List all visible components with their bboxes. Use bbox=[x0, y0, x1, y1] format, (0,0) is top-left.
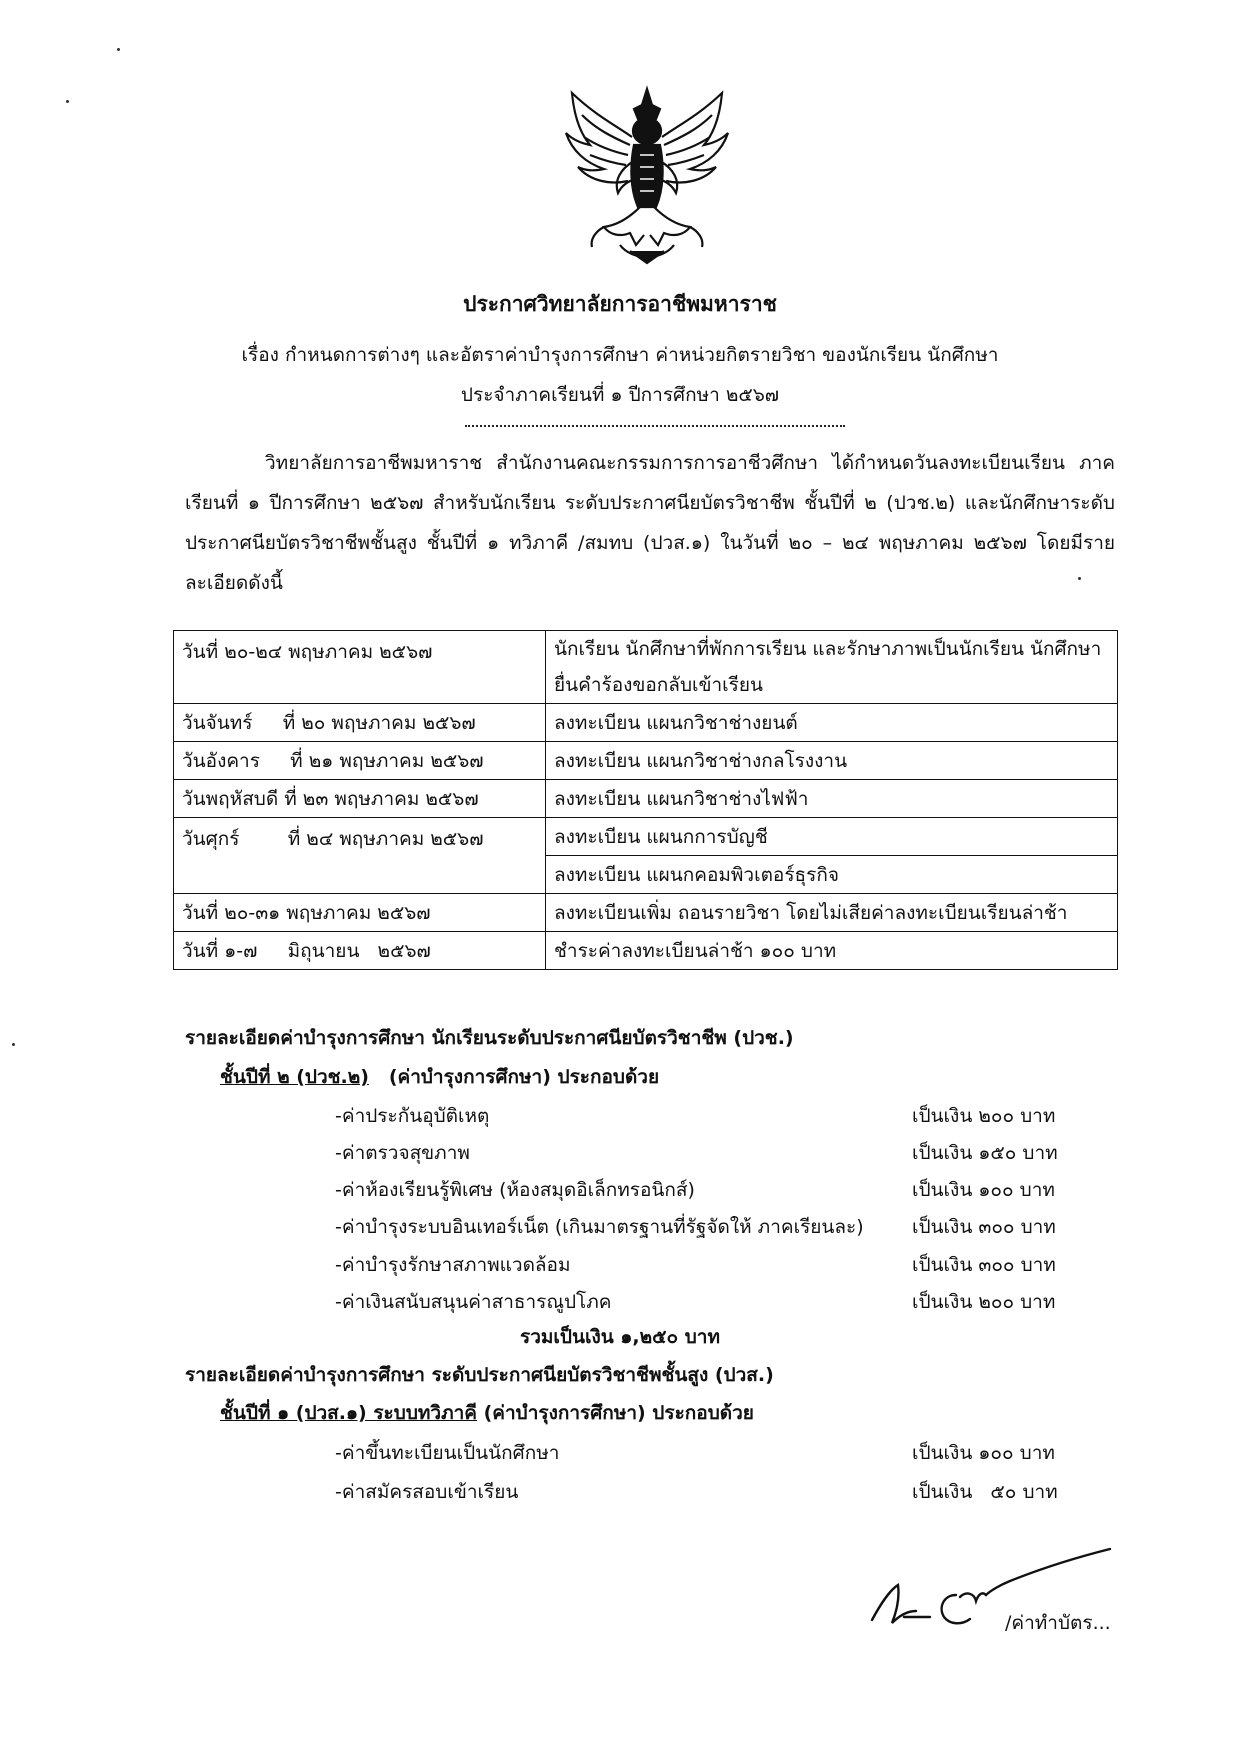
fee-item-name: -ค่าขึ้นทะเบียนเป็นนักศึกษา bbox=[335, 1442, 560, 1464]
fee-item-amount: เป็นเงิน ๑๕๐ บาท bbox=[912, 1142, 1058, 1164]
fee-item-amount: เป็นเงิน ๒๐๐ บาท bbox=[912, 1105, 1056, 1127]
pvs-fee-heading: รายละเอียดค่าบำรุงการศึกษา ระดับประกาศนียบัตรวิชาชีพชั้นสูง (ปวส.) bbox=[185, 1364, 774, 1386]
dotted-divider bbox=[465, 425, 845, 427]
table-row bbox=[174, 818, 1118, 856]
schedule-date: วันที่ ๒๐-๒๔ พฤษภาคม ๒๕๖๗ bbox=[174, 631, 546, 704]
fee-item-name: -ค่าประกันอุบัติเหตุ bbox=[335, 1105, 490, 1127]
pvc-subheading-rest: (ค่าบำรุงการศึกษา) ประกอบด้วย bbox=[368, 1066, 660, 1088]
fee-item-name: -ค่าเงินสนับสนุนค่าสาธารณูปโภค bbox=[335, 1291, 612, 1313]
continued-marker: /ค่าทำบัตร... bbox=[1005, 1612, 1111, 1634]
schedule-date: วันพฤหัสบดี ที่ ๒๓ พฤษภาคม ๒๕๖๗ bbox=[174, 780, 546, 818]
scan-speck bbox=[66, 100, 69, 103]
schedule-date: วันจันทร์ ที่ ๒๐ พฤษภาคม ๒๕๖๗ bbox=[174, 704, 546, 742]
fee-item-amount: เป็นเงิน ๑๐๐ บาท bbox=[912, 1179, 1055, 1201]
fee-item-amount: เป็นเงิน ๒๐๐ บาท bbox=[912, 1291, 1056, 1313]
fee-item-amount: เป็นเงิน ๑๐๐ บาท bbox=[912, 1442, 1055, 1464]
pvc-total: รวมเป็นเงิน ๑,๒๕๐ บาท bbox=[520, 1326, 720, 1348]
garuda-emblem-icon bbox=[560, 85, 735, 265]
pvs-year-label: ชั้นปีที่ ๑ (ปวส.๑) ระบบทวิภาคี bbox=[220, 1402, 477, 1424]
table-row bbox=[174, 631, 1118, 704]
fee-item-name: -ค่าบำรุงระบบอินเทอร์เน็ต (เกินมาตรฐานที่รัฐจัดให้ ภาคเรียนละ) bbox=[335, 1216, 864, 1238]
announcement-term: ประจำภาคเรียนที่ ๑ ปีการศึกษา ๒๕๖๗ bbox=[460, 384, 780, 406]
scan-speck bbox=[117, 48, 120, 51]
pvs-subheading bbox=[220, 1398, 754, 1428]
fee-item-amount: เป็นเงิน ๕๐ บาท bbox=[912, 1481, 1058, 1503]
schedule-detail: นักเรียน นักศึกษาที่พักการเรียน และรักษาภาพเป็นนักเรียน นักศึกษา ยื่นคำร้องขอกลับเข้าเรียน bbox=[546, 631, 1118, 704]
schedule-detail: ลงทะเบียน แผนกการบัญชี bbox=[546, 818, 1118, 856]
table-row bbox=[174, 932, 1118, 970]
schedule-date: วันศุกร์ ที่ ๒๔ พฤษภาคม ๒๕๖๗ bbox=[174, 818, 546, 894]
pvc-year-label: ชั้นปีที่ ๒ (ปวช.๒) bbox=[220, 1066, 369, 1088]
scan-speck bbox=[1078, 577, 1081, 580]
fee-item-amount: เป็นเงิน ๓๐๐ บาท bbox=[912, 1216, 1056, 1238]
pvc-subheading bbox=[220, 1062, 659, 1092]
table-row bbox=[174, 704, 1118, 742]
schedule-date: วันที่ ๒๐-๓๑ พฤษภาคม ๒๕๖๗ bbox=[174, 894, 546, 932]
scan-speck bbox=[12, 1043, 15, 1046]
fee-item-name: -ค่าสมัครสอบเข้าเรียน bbox=[335, 1481, 519, 1503]
fee-item-name: -ค่าห้องเรียนรู้พิเศษ (ห้องสมุดอิเล็กทรอนิกส์) bbox=[335, 1179, 695, 1201]
schedule-detail: ลงทะเบียน แผนกคอมพิวเตอร์ธุรกิจ bbox=[546, 856, 1118, 894]
schedule-detail: ลงทะเบียน แผนกวิชาช่างไฟฟ้า bbox=[546, 780, 1118, 818]
schedule-detail: ลงทะเบียน แผนกวิชาช่างกลโรงงาน bbox=[546, 742, 1118, 780]
fee-item-name: -ค่าบำรุงรักษาสภาพแวดล้อม bbox=[335, 1254, 571, 1276]
intro-paragraph bbox=[185, 443, 1115, 603]
schedule-detail: ลงทะเบียนเพิ่ม ถอนรายวิชา โดยไม่เสียค่าลงทะเบียนเรียนล่าช้า bbox=[546, 894, 1118, 932]
schedule-detail: ชำระค่าลงทะเบียนล่าช้า ๑๐๐ บาท bbox=[546, 932, 1118, 970]
intro-text: วิทยาลัยการอาชีพมหาราช สำนักงานคณะกรรมการการอาชีวศึกษา ได้กำหนดวันลงทะเบียนเรียน ภาคเรียนที่ ๑ ปีการศึกษา ๒๕๖๗ สำหรับนักเรียน ระดับประกาศนียบัตรวิชาชีพ ชั้นปีที่ ๒ (ปวช.๒) และนักศึกษาระดับประกาศนียบัตรวิชาชีพชั้นสูง ชั้นปีที่ ๑ ทวิภาคี /สมทบ (ปวส.๑) ในวันที่ ๒๐ – ๒๔ พฤษภาคม ๒๕๖๗ โดยมีรายละเอียดดังนี้ bbox=[185, 452, 1115, 594]
table-row bbox=[174, 780, 1118, 818]
schedule-date: วันที่ ๑-๗ มิถุนายน ๒๕๖๗ bbox=[174, 932, 546, 970]
schedule-date: วันอังคาร ที่ ๒๑ พฤษภาคม ๒๕๖๗ bbox=[174, 742, 546, 780]
fee-item-amount: เป็นเงิน ๓๐๐ บาท bbox=[912, 1254, 1056, 1276]
table-row bbox=[174, 894, 1118, 932]
table-row bbox=[174, 742, 1118, 780]
fee-item-name: -ค่าตรวจสุขภาพ bbox=[335, 1142, 470, 1164]
pvc-fee-heading: รายละเอียดค่าบำรุงการศึกษา นักเรียนระดับประกาศนียบัตรวิชาชีพ (ปวช.) bbox=[185, 1027, 794, 1049]
schedule-detail: ลงทะเบียน แผนกวิชาช่างยนต์ bbox=[546, 704, 1118, 742]
registration-schedule-table bbox=[173, 630, 1118, 970]
announcement-subject: เรื่อง กำหนดการต่างๆ และอัตราค่าบำรุงการศึกษา ค่าหน่วยกิตรายวิชา ของนักเรียน นักศึกษา bbox=[241, 344, 999, 366]
pvs-subheading-rest: (ค่าบำรุงการศึกษา) ประกอบด้วย bbox=[476, 1402, 754, 1424]
announcement-title: ประกาศวิทยาลัยการอาชีพมหาราช bbox=[463, 292, 777, 316]
